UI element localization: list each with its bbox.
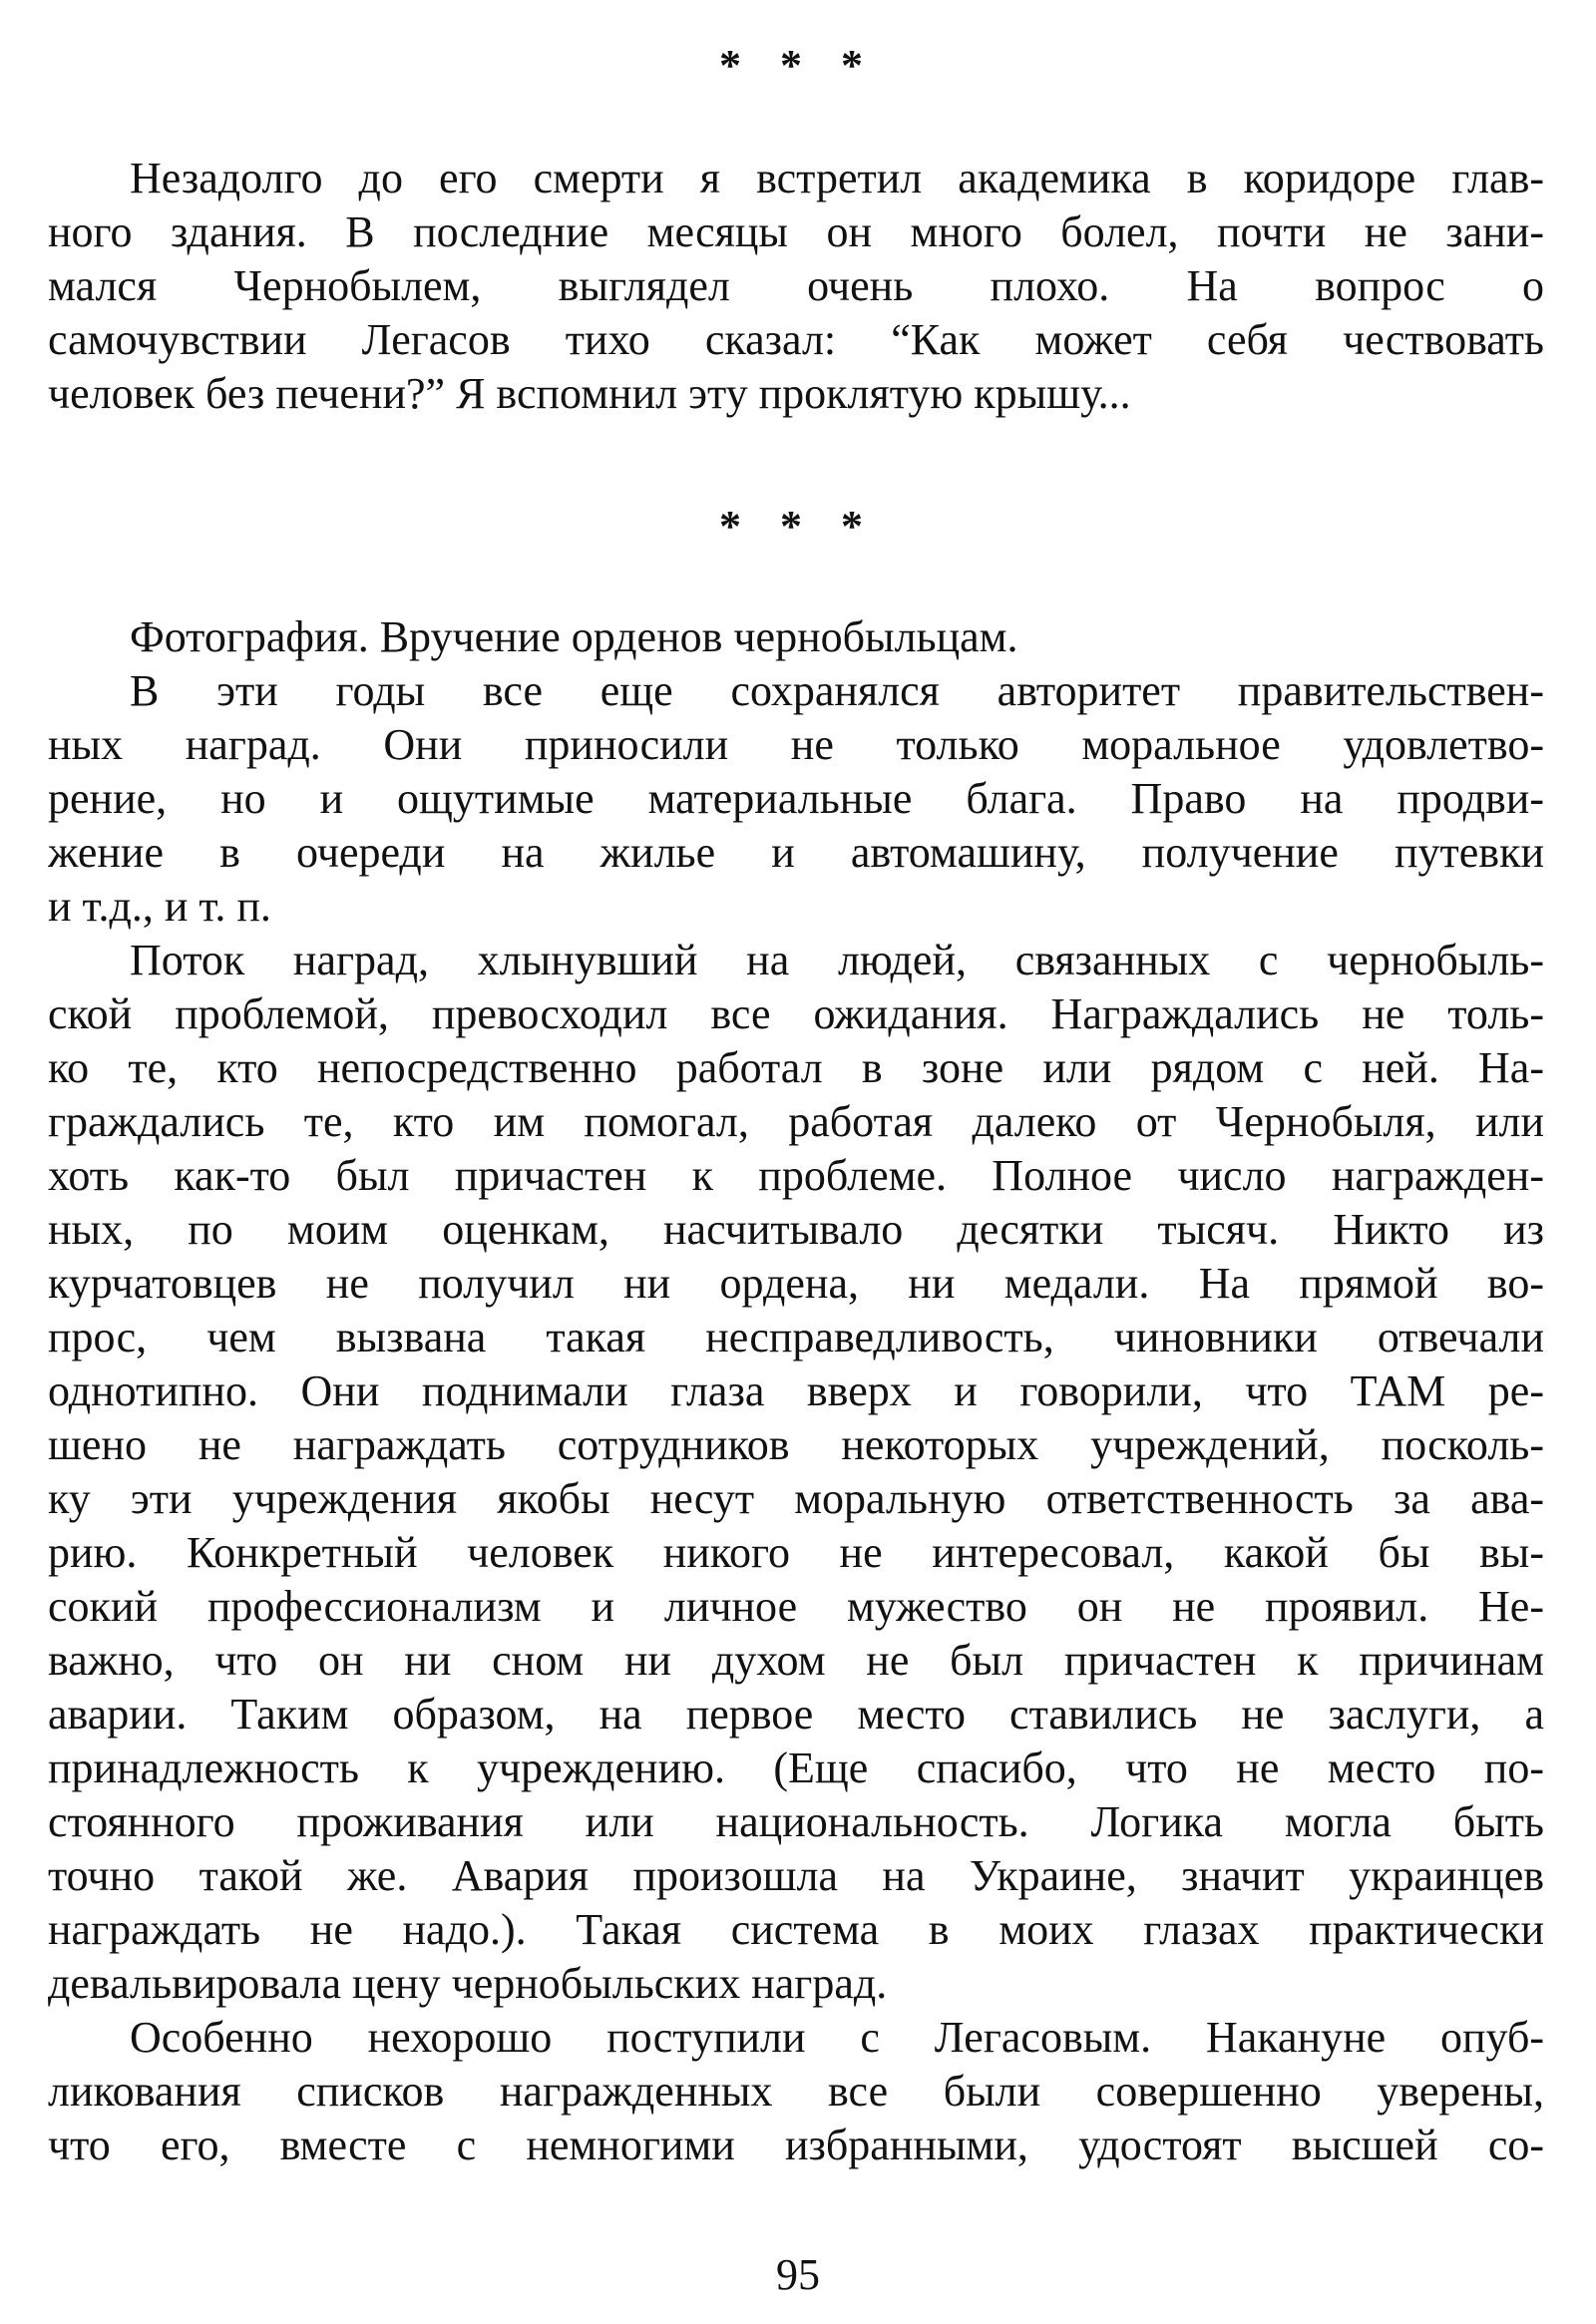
text-line: рию. Конкретный человек никого не интересовал, какой бы вы-: [48, 1528, 1544, 1577]
text-line: шено не награждать сотрудников некоторых учреждений, посколь-: [48, 1420, 1544, 1469]
text-line: человек без печени?” Я вспомнил эту проклятую крышу...: [48, 369, 1131, 418]
text-line: Поток наград, хлынувший на людей, связанных с чернобыль-: [130, 936, 1544, 984]
text-line: однотипно. Они поднимали глаза вверх и говорили, что ТАМ ре-: [48, 1366, 1544, 1415]
text-line: что его, вместе с немногими избранными, удостоят высшей со-: [48, 2121, 1544, 2169]
section-separator: * * *: [719, 41, 877, 90]
text-line: прос, чем вызвана такая несправедливость, чиновники отвечали: [48, 1313, 1544, 1361]
text-line: ных, по моим оценкам, насчитывало десятки тысяч. Никто из: [48, 1205, 1544, 1254]
text-line: и т.д., и т. п.: [48, 882, 271, 931]
text-line: стоянного проживания или национальность. Логика могла быть: [48, 1797, 1544, 1846]
text-line: ликования списков награжденных все были совершенно уверены,: [48, 2067, 1544, 2116]
text-line: девальвировала цену чернобыльских наград.: [48, 1959, 888, 2008]
section-separator: * * *: [719, 502, 877, 551]
photo-caption-line: Фотография. Вручение орденов чернобыльцам.: [130, 612, 1018, 661]
text-line: важно, что он ни сном ни духом не был причастен к причинам: [48, 1636, 1544, 1685]
text-line: Незадолго до его смерти я встретил академика в коридоре глав-: [130, 154, 1544, 202]
text-line: В эти годы все еще сохранялся авторитет правительствен-: [130, 666, 1544, 715]
page-number: 95: [776, 2250, 820, 2299]
text-line: принадлежность к учреждению. (Еще спасибо, что не место по-: [48, 1743, 1544, 1792]
text-line: жение в очереди на жилье и автомашину, получение путевки: [48, 828, 1544, 877]
text-line: граждались те, кто им помогал, работая далеко от Чернобыля, или: [48, 1097, 1544, 1146]
text-line: точно такой же. Авария произошла на Украине, значит украинцев: [48, 1851, 1544, 1900]
text-line: мался Чернобылем, выглядел очень плохо. На вопрос о: [48, 261, 1544, 310]
text-line: сокий профессионализм и личное мужество он не проявил. Не-: [48, 1582, 1544, 1631]
text-line: награждать не надо.). Такая система в моих глазах практически: [48, 1905, 1544, 1954]
text-line: курчатовцев не получил ни ордена, ни медали. На прямой во-: [48, 1259, 1544, 1308]
text-line: Особенно нехорошо поступили с Легасовым. Накануне опуб-: [130, 2013, 1544, 2062]
text-line: ного здания. В последние месяцы он много болел, почти не зани-: [48, 207, 1544, 256]
section-awards: [48, 610, 1544, 2172]
text-line: аварии. Таким образом, на первое место ставились не заслуги, а: [48, 1690, 1544, 1739]
text-line: ко те, кто непосредственно работал в зоне или рядом с ней. На-: [48, 1043, 1544, 1092]
text-line: ку эти учреждения якобы несут моральную ответственность за ава-: [48, 1474, 1544, 1523]
text-line: ской проблемой, превосходил все ожидания. Награждались не толь-: [48, 989, 1544, 1038]
paragraph-legasov-meeting: [48, 152, 1544, 421]
text-line: самочувствии Легасов тихо сказал: “Как может себя чествовать: [48, 315, 1544, 364]
text-line: хоть как-то был причастен к проблеме. Полное число награжден-: [48, 1151, 1544, 1200]
text-line: рение, но и ощутимые материальные блага. Право на продви-: [48, 774, 1544, 823]
text-line: ных наград. Они приносили не только моральное удовлетво-: [48, 720, 1544, 769]
